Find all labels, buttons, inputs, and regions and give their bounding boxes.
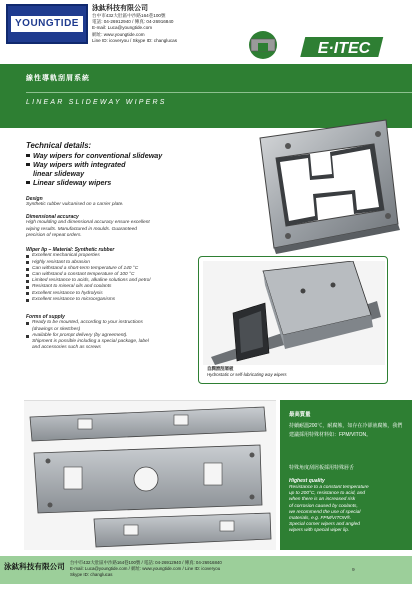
accuracy-heading: Dimensional accuracy: [26, 214, 79, 220]
self-lubricating-wiper-box: [198, 256, 388, 384]
band-divider: [26, 92, 412, 93]
wiper-plates-svg: [24, 401, 276, 551]
page-number: 9: [352, 568, 355, 573]
supply-section: [26, 314, 196, 351]
tech-item: Linear slideway wipers: [26, 178, 246, 187]
list-item: Resistant to mineral oils and coolants: [26, 284, 216, 290]
rail-profile-icon: [244, 30, 282, 60]
wiper-lip-section: [26, 247, 216, 303]
bullet-square-icon: [26, 299, 29, 302]
bullet-square-icon: [26, 322, 29, 325]
quality-text-cn: 持續耐溫200℃，耐腐蝕，如存在冷卻液腐蝕，我們建議採用特殊材料如：FPM/VITON。: [289, 423, 403, 438]
company-info: [92, 4, 242, 44]
list-item: Can withstand a short-term temperature of 140 °C: [26, 266, 216, 272]
bullet-square-icon: [26, 335, 29, 338]
linear-guide-image: [203, 261, 385, 365]
list-item: Excellent resistance to microorganisms: [26, 297, 216, 303]
company-address: 台中市432大肚區中沙路164巷100號: [92, 13, 166, 18]
list-item: Excellent mechanical properties: [26, 253, 216, 259]
bullet-square-icon: [26, 181, 30, 185]
bullet-square-icon: [26, 292, 29, 295]
list-item: Highly resistant to abrasion: [26, 260, 216, 266]
bullet-square-icon: [26, 286, 29, 289]
supply-heading: Forms of supply: [26, 314, 65, 320]
supply-list: [26, 320, 196, 351]
tech-details-title: Technical details:: [26, 141, 92, 150]
company-phone: 電話: 04-26912940 / 傳真: 04-26916840: [92, 19, 174, 25]
tech-details-list: [26, 151, 246, 187]
company-website: 網址: www.youngtide.com: [92, 31, 145, 37]
quality-heading-cn: 最高質量: [289, 412, 311, 418]
quality-text-en: Resistance to a constant temperature up to 200°C, resistance to acid, and when there is an increased risk of corrosion caused by coolants, we recommend the use of special materials, e.g. FPM/VITON®. Special corner wipers and angled wipers with special wiper lip.: [289, 485, 369, 534]
list-item: Excellent resistance to hydrolysis: [26, 291, 216, 297]
bullet-square-icon: [26, 280, 29, 283]
main-wiper-image: [246, 112, 402, 256]
bullet-square-icon: [26, 268, 29, 271]
bullet-square-icon: [26, 154, 30, 158]
bullet-square-icon: [26, 163, 30, 167]
logo-text: YOUNGTIDE: [11, 16, 83, 32]
company-email: E-mail: Luca@youngtide.com: [92, 25, 153, 31]
company-line-skype: Line ID: icoveryou / Skype ID: changlucas: [92, 37, 178, 43]
quality-heading-en: Highest quality: [289, 478, 325, 484]
wiper-lip-heading: Wiper lip – Material: Synthetic rubber: [26, 247, 115, 253]
brand-logo-text: E·ITEC: [317, 40, 371, 57]
wiper-plates-image: [24, 400, 276, 550]
series-title: 線性導軌刮屑系統: [26, 75, 90, 82]
design-text: Synthetic rubber vulcanised on a carrier plate.: [26, 202, 124, 208]
footer-contact-info: 台中市432大肚區中沙路164巷100號 / 電話: 04-26912940 / 傳真: 04-26916840 E-mail: Luca@youngtide.com / 網址: www.youngtide.com / Line ID: icoveryou Skype ID: changlucas: [70, 560, 222, 578]
list-item: Limited resistance to acids, alkaline solutions and petrol: [26, 278, 216, 284]
design-section: [26, 196, 206, 209]
bullet-square-icon: [26, 255, 29, 258]
accuracy-section: Dimensional accuracy High moulding and dimensional accuracy ensure excellent wiping results. Manufactured in moulds. Guaranteed precision of repeat orders.: [26, 214, 206, 239]
bullet-square-icon: [26, 261, 29, 264]
list-item: Can withstand a constant temperature of 100 °C: [26, 272, 216, 278]
eitec-brand-logo: [296, 34, 386, 60]
list-item: Available for prompt delivery (by agreement). Shipment is possible including a special package, label and accessories such as screws: [26, 333, 196, 352]
product-title: LINEAR SLIDEWAY WIPERS: [26, 99, 167, 106]
design-heading: Design: [26, 196, 43, 202]
company-logo: [6, 4, 88, 44]
list-item: Ready to be mounted, according to your instructions (drawings or sketches): [26, 320, 196, 332]
quality-text-cn-2: 特殊角度刮屑板採用特殊唇舌: [289, 465, 355, 471]
footer-company-name: 泳鈦科技有限公司: [4, 562, 65, 571]
side-box-caption: 自潤滑刮屑板 Hydrostatic or self-lubricating way wipers: [207, 366, 287, 377]
wiper-lip-list: [26, 253, 216, 303]
page-header: [0, 0, 412, 62]
tech-item: Way wipers with integrated linear slideway: [26, 160, 246, 178]
company-name: 泳鈦科技有限公司: [92, 5, 148, 12]
bullet-square-icon: [26, 274, 29, 277]
tech-item: Way wipers for conventional slideway: [26, 151, 246, 160]
